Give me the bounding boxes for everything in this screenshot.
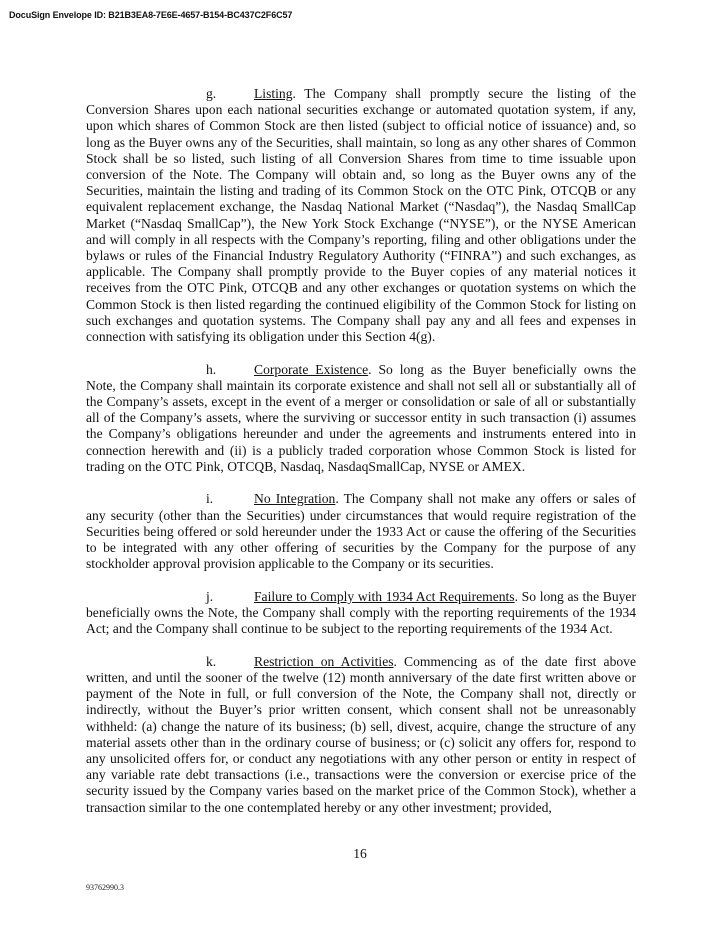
section-text: . So long as the Buyer beneficially owns the Note, the Company shall comply with the reporting requirements of the 1934 Act; and the Company shall continue to be subject to the reporting requirements of the 1934 Act.: [86, 588, 636, 637]
section-heading: Failure to Comply with 1934 Act Requirements: [254, 588, 515, 604]
section-number: h.: [206, 361, 217, 377]
section-k: [86, 654, 636, 816]
section-g: [86, 86, 636, 345]
section-heading: No Integration: [254, 491, 336, 507]
section-number: j.: [206, 588, 214, 604]
section-i: [86, 491, 636, 572]
docusign-envelope-id: DocuSign Envelope ID: B21B3EA8-7E6E-4657-B154-BC437C2F6C57: [9, 10, 293, 20]
page-number: 16: [353, 846, 367, 861]
section-text: . So long as the Buyer beneficially owns the Note, the Company shall maintain its corporate existence and shall not sell all or substantially all of the Company’s assets, except in the event of a merger or consolidation or sale of all or substantially all of the Company’s assets, where the surviving or successor entity in such transaction (i) assumes the Company’s obligations hereunder and under the agreements and instruments entered into in connection herewith and (ii) is a publicly traded corporation whose Common Stock is listed for trading on the OTC Pink, OTCQB, Nasdaq, NasdaqSmallCap, NYSE or AMEX.: [86, 361, 636, 474]
section-heading: Restriction on Activities: [254, 653, 394, 669]
section-text: . The Company shall promptly secure the listing of the Conversion Shares upon each national securities exchange or automated quotation system, if any, upon which shares of Common Stock are then listed (subject to official notice of issuance) and, so long as the Buyer owns any of the Securities, shall maintain, so long as any other shares of Common Stock shall be so listed, such listing of all Conversion Shares from time to time issuable upon conversion of the Note. The Company will obtain and, so long as the Buyer owns any of the Securities, maintain the listing and trading of its Common Stock on the OTC Pink, OTCQB or any equivalent replacement exchange, the Nasdaq National Market (“Nasdaq”), the Nasdaq SmallCap Market (“Nasdaq SmallCap”), the New York Stock Exchange (“NYSE”), or the NYSE American and will comply in all respects with the Company’s reporting, filing and other obligations under the bylaws or rules of the Financial Industry Regulatory Authority (“FINRA”) and such exchanges, as applicable. The Company shall promptly provide to the Buyer copies of any material notices it receives from the OTC Pink, OTCQB and any other exchanges or quotation systems on which the Common Stock is then listed regarding the continued eligibility of the Common Stock for listing on such exchanges and quotation systems. The Company shall pay any and all fees and expenses in connection with satisfying its obligation under this Section 4(g).: [86, 86, 636, 345]
section-heading: Corporate Existence: [254, 361, 369, 377]
document-id: 93762990.3: [86, 883, 124, 892]
document-body: [86, 86, 636, 832]
section-h: [86, 362, 636, 475]
section-number: i.: [206, 491, 214, 507]
section-number: k.: [206, 653, 217, 669]
section-text: . The Company shall not make any offers or sales of any security (other than the Securities) under circumstances that would require registration of the Securities being offered or sold hereunder under the 1933 Act or cause the offering of the Securities to be integrated with any other offering of securities by the Company for the purpose of any stockholder approval provision applicable to the Company or its securities.: [86, 491, 636, 572]
section-number: g.: [206, 86, 217, 101]
section-j: [86, 589, 636, 638]
section-heading: Listing: [254, 86, 293, 101]
section-text: . Commencing as of the date first above written, and until the sooner of the twelve (12) month anniversary of the date first written above or payment of the Note in full, or full conversion of the Note, the Company shall not, directly or indirectly, without the Buyer’s prior written consent, which consent shall not be unreasonably withheld: (a) change the nature of its business; (b) sell, divest, acquire, change the structure of any material assets other than in the ordinary course of business; or (c) solicit any offers for, respond to any unsolicited offers for, or conduct any negotiations with any other person or entity in respect of any variable rate debt transactions (i.e., transactions were the conversion or exercise price of the security issued by the Company varies based on the market price of the Common Stock), whether a transaction similar to the one contemplated hereby or any other investment; provided,: [86, 653, 636, 815]
